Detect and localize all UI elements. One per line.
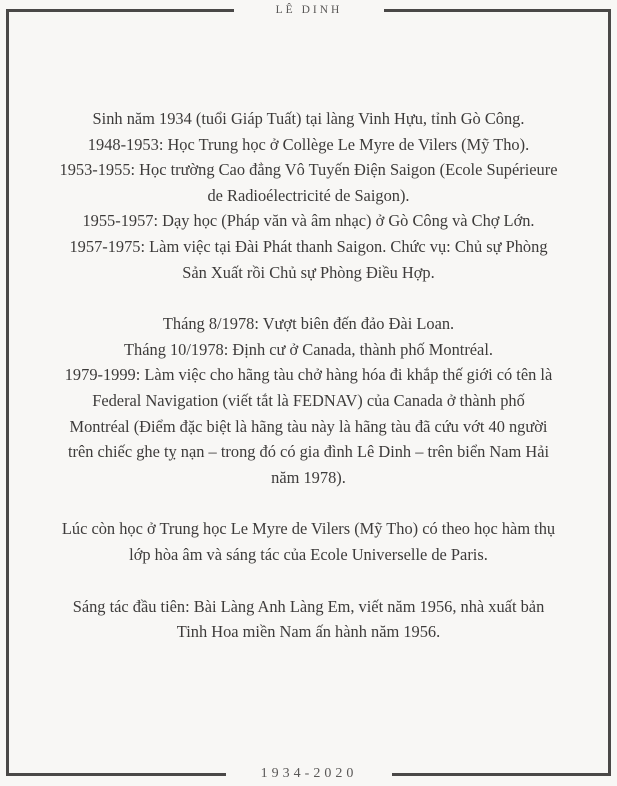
text-line: trên chiếc ghe tỵ nạn – trong đó có gia đình Lê Dinh – trên biển Nam Hải <box>67 442 550 462</box>
text-line: Sinh năm 1934 (tuổi Giáp Tuất) tại làng Vinh Hựu, tỉnh Gò Công. <box>92 109 525 128</box>
paragraph-emigration <box>30 311 587 490</box>
text-line: 1953-1955: Học trường Cao đẳng Vô Tuyến Điện Saigon (Ecole Supérieure <box>59 160 558 180</box>
text-line: Tháng 10/1978: Định cư ở Canada, thành phố Montréal. <box>124 339 493 359</box>
paragraph-music-study <box>30 516 587 567</box>
header <box>234 0 384 20</box>
page-title: LÊ DINH <box>275 4 343 16</box>
text-line: lớp hòa âm và sáng tác của Ecole Universelle de Paris. <box>129 544 488 564</box>
text-line: de Radioélectricité de Saigon). <box>207 185 410 205</box>
text-line: Federal Navigation (viết tắt là FEDNAV) của Canada ở thành phố <box>92 390 525 410</box>
footer <box>226 762 392 786</box>
paragraph-first-song <box>30 594 587 645</box>
text-line: 1957-1975: Làm việc tại Đài Phát thanh Saigon. Chức vụ: Chủ sự Phòng <box>69 236 548 256</box>
paragraph-early-life <box>30 106 587 285</box>
text-line: Montréal (Điểm đặc biệt là hãng tàu này là hãng tàu đã cứu vớt 40 người <box>69 416 548 436</box>
text-line: Tinh Hoa miền Nam ấn hành năm 1956. <box>176 622 441 642</box>
biography-text <box>30 106 587 645</box>
text-line: Lúc còn học ở Trung học Le Myre de Vilers (Mỹ Tho) có theo học hàm thụ <box>61 519 556 539</box>
text-line: 1948-1953: Học Trung học ở Collège Le Myre de Vilers (Mỹ Tho). <box>87 134 530 154</box>
text-line: 1979-1999: Làm việc cho hãng tàu chở hàng hóa đi khắp thế giới có tên là <box>64 365 553 385</box>
text-line: Tháng 8/1978: Vượt biên đến đảo Đài Loan. <box>162 314 455 334</box>
text-line: năm 1978). <box>271 467 346 487</box>
text-line: Sáng tác đầu tiên: Bài Làng Anh Làng Em, viết năm 1956, nhà xuất bản <box>72 596 545 616</box>
text-line: Sản Xuất rồi Chủ sự Phòng Điều Hợp. <box>182 262 435 282</box>
text-line: 1955-1957: Dạy học (Pháp văn và âm nhạc) ở Gò Công và Chợ Lớn. <box>82 211 535 231</box>
life-years: 1934-2020 <box>260 766 358 781</box>
